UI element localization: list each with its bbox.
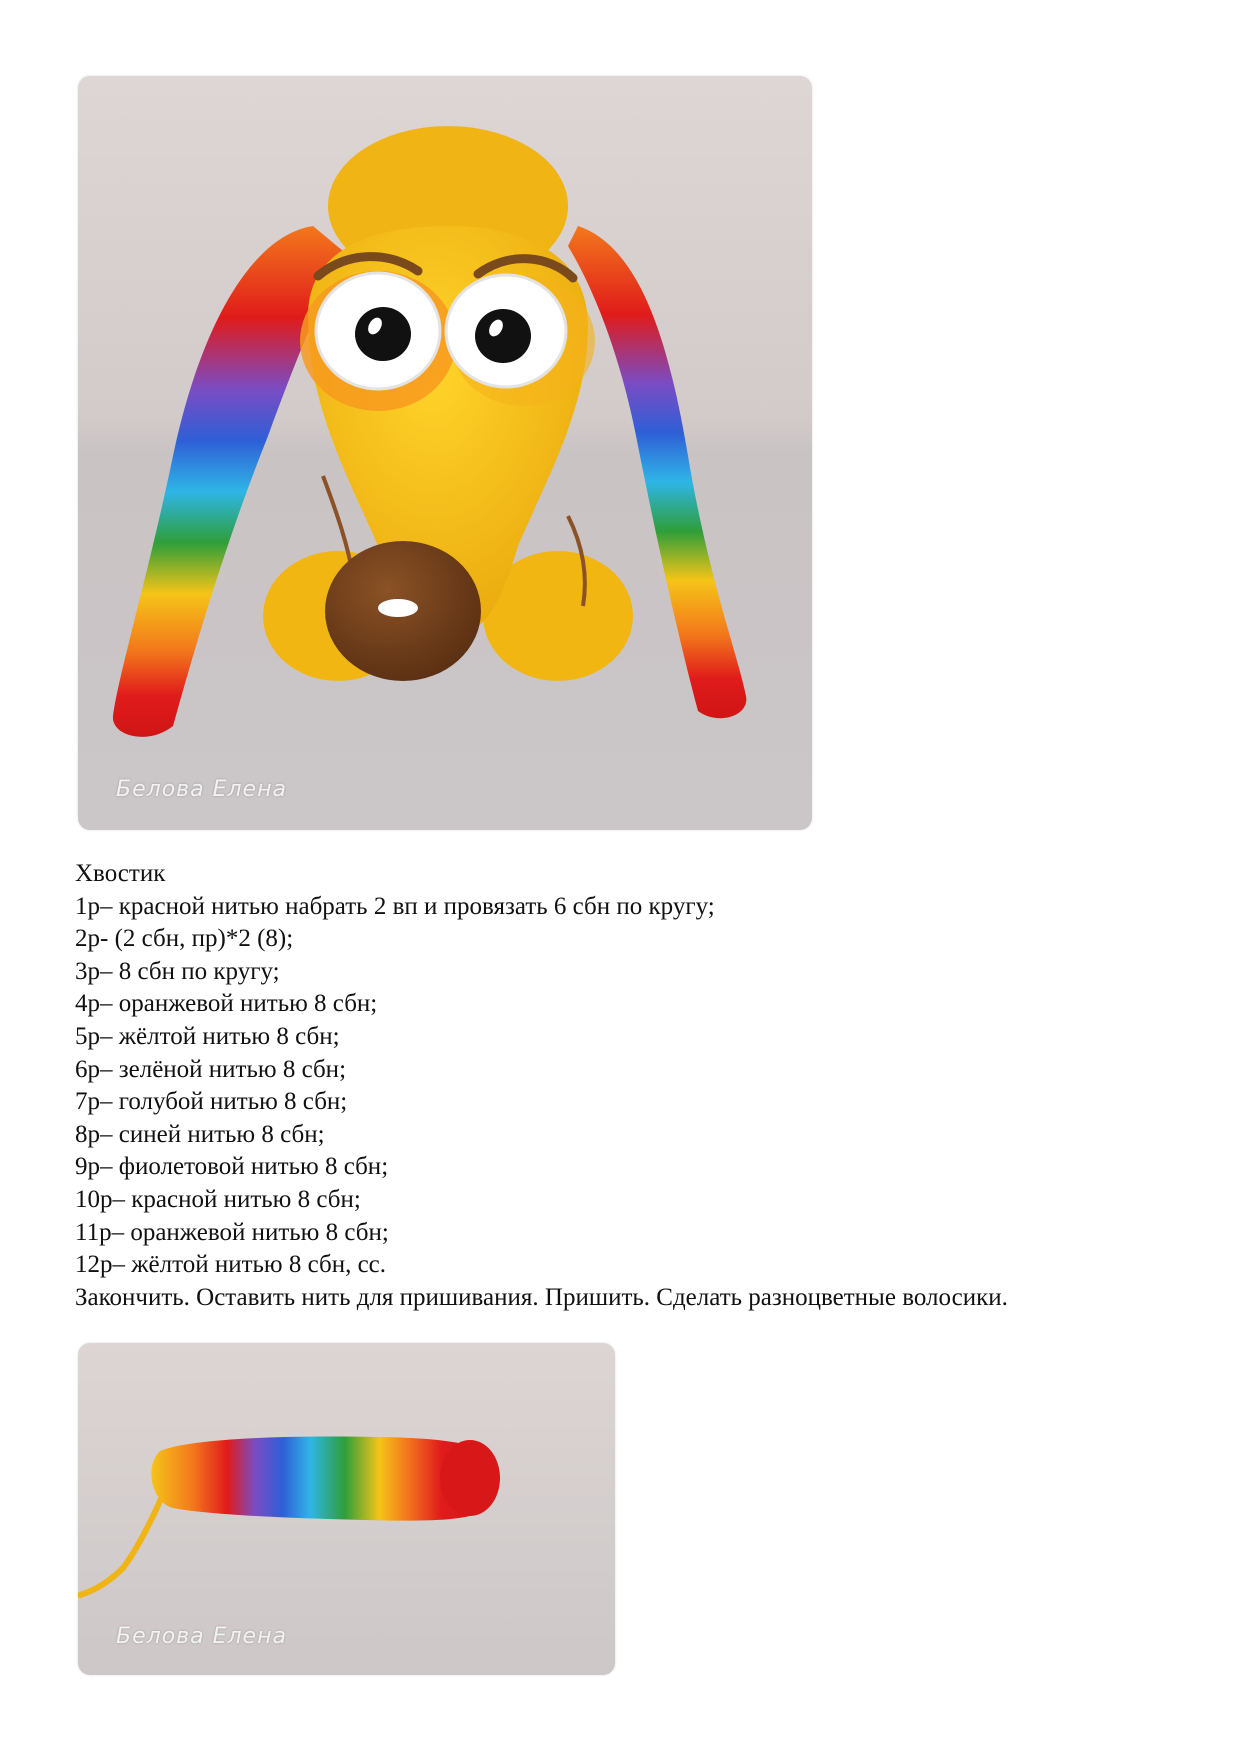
pattern-row: 8р– синей нитью 8 сбн; bbox=[75, 1120, 325, 1148]
pattern-row: 12р– жёлтой нитью 8 сбн, сс. bbox=[75, 1251, 387, 1279]
pattern-row: 9р– фиолетовой нитью 8 сбн; bbox=[75, 1153, 389, 1181]
pattern-row: 3р– 8 сбн по кругу; bbox=[75, 957, 280, 985]
pattern-row: 6р– зелёной нитью 8 сбн; bbox=[75, 1055, 347, 1083]
pattern-row: 11р– оранжевой нитью 8 сбн; bbox=[75, 1218, 389, 1246]
pattern-text bbox=[75, 858, 1195, 1314]
photo-dog bbox=[78, 76, 812, 830]
pattern-row: 10р– красной нитью 8 сбн; bbox=[75, 1185, 361, 1213]
section-title: Хвостик bbox=[75, 860, 166, 887]
photo-watermark: Белова Елена bbox=[116, 777, 287, 802]
photo-tail bbox=[78, 1343, 615, 1675]
pattern-row: 5р– жёлтой нитью 8 сбн; bbox=[75, 1022, 340, 1050]
dog-illustration bbox=[78, 76, 812, 830]
pattern-row: 4р– оранжевой нитью 8 сбн; bbox=[75, 990, 378, 1018]
pattern-row: 2р- (2 сбн, пр)*2 (8); bbox=[75, 925, 294, 953]
closing-instruction: Закончить. Оставить нить для пришивания. Пришить. Сделать разноцветные волосики. bbox=[75, 1283, 1008, 1311]
pattern-row: 1р– красной нитью набрать 2 вп и провязать 6 сбн по кругу; bbox=[75, 892, 715, 920]
pattern-row: 7р– голубой нитью 8 сбн; bbox=[75, 1088, 348, 1116]
photo-watermark: Белова Елена bbox=[116, 1624, 287, 1649]
